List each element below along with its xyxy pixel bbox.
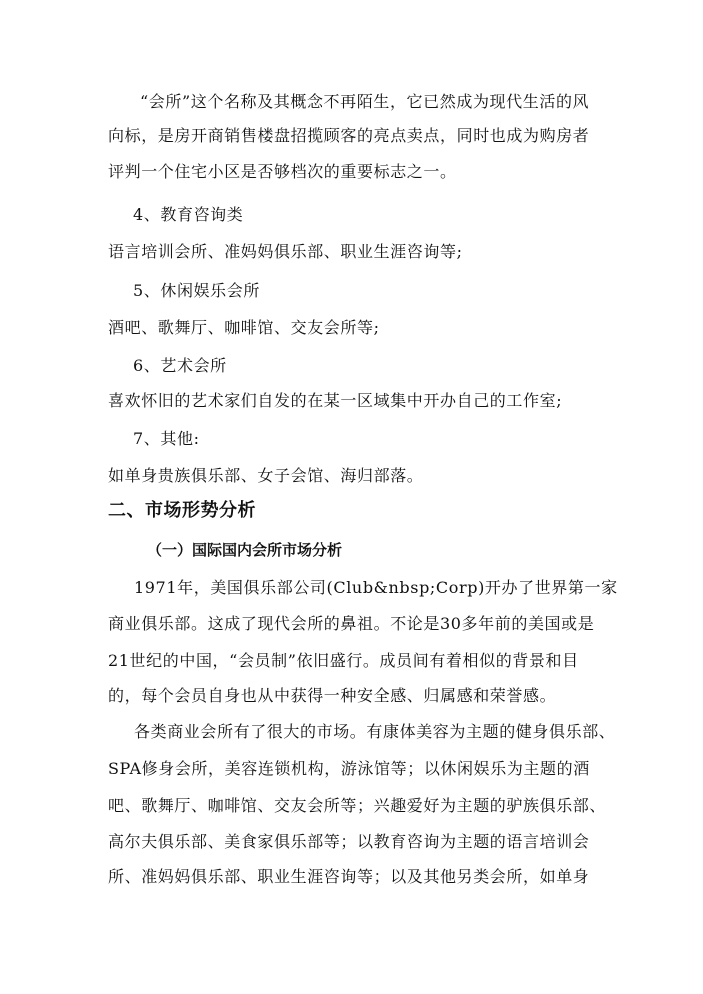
paragraph-line: 21世纪的中国，“会员制”依旧盛行。成员间有着相似的背景和目 — [108, 651, 579, 670]
section-heading: 二、市场形势分析 — [108, 500, 256, 521]
paragraph-line: 商业俱乐部。这成了现代会所的鼻祖。不论是30多年前的美国或是 — [108, 614, 595, 633]
list-item-label: 5、休闲娱乐会所 — [133, 281, 260, 300]
paragraph-line: “会所”这个名称及其概念不再陌生，它已然成为现代生活的风 — [140, 92, 590, 111]
paragraph-line: 1971年，美国俱乐部公司(Club&nbsp;Corp)开办了世界第一家 — [134, 578, 618, 597]
subsection-heading: （一）国际国内会所市场分析 — [147, 541, 343, 559]
paragraph-line: 吧、歌舞厅、咖啡馆、交友会所等；兴趣爱好为主题的驴族俱乐部、 — [108, 796, 607, 815]
paragraph-line: SPA修身会所，美容连锁机构，游泳馆等；以休闲娱乐为主题的酒 — [108, 759, 590, 778]
list-item-desc: 酒吧、歌舞厅、咖啡馆、交友会所等; — [108, 318, 380, 337]
list-item-desc: 喜欢怀旧的艺术家们自发的在某一区域集中开办自己的工作室; — [108, 391, 563, 410]
list-item-desc: 语言培训会所、准妈妈俱乐部、职业生涯咨询等; — [108, 242, 463, 261]
paragraph-line: 各类商业会所有了很大的市场。有康体美容为主题的健身俱乐部、 — [134, 722, 616, 741]
paragraph-line: 所、准妈妈俱乐部、职业生涯咨询等；以及其他另类会所，如单身 — [108, 867, 590, 886]
list-item-label: 6、艺术会所 — [133, 356, 227, 375]
paragraph-line: 向标，是房开商销售楼盘招揽顾客的亮点卖点，同时也成为购房者 — [108, 126, 590, 145]
paragraph-line: 高尔夫俱乐部、美食家俱乐部等；以教育咨询为主题的语言培训会 — [108, 832, 590, 851]
list-item-label: 4、教育咨询类 — [133, 205, 244, 224]
list-item-label: 7、其他: — [133, 429, 200, 448]
paragraph-line: 的，每个会员自身也从中获得一种安全感、归属感和荣誉感。 — [108, 686, 557, 705]
list-item-desc: 如单身贵族俱乐部、女子会馆、海归部落。 — [108, 466, 424, 485]
paragraph-line: 评判一个住宅小区是否够档次的重要标志之一。 — [108, 162, 457, 181]
